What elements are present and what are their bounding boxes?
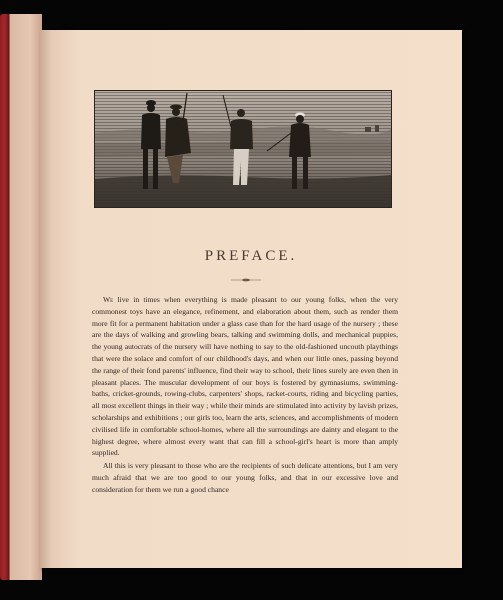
title-ornament (231, 278, 261, 282)
paragraph-text: live in times when everything is made pleasant to our young folks, when the very commonest toys have an elegance, refinement, and elaboration about them, such as render them more fit for a permanent habitation under a glass case than for the hard usage of the nursery ; these are the days of walking and growling bears, talking and swimming dolls, and mechanical puppies, the young autocrats of the nursery will have nothing to say to the old-fashioned uncouth playthings that were the solace and comfort of our childhood's days, and when our little ones, passing beyond the range of their fond parents' influence, find their way to school, their lines surely are even then in pleasant places. The muscular development of our boys is fostered by gymnasiums, swimming-baths, cricket-grounds, rowing-clubs, carpenters' shops, racket-courts, riding and bicycling parties, all most excellent things in their way ; while their minds are stimulated into activity by lavish prizes, scholarships and exhibitions ; our girls too, learn the arts, sciences, and accomplishments of modern civilised life in comfortable school-homes, where all the surroundings are dainty and elegant to the highest degree, where almost every want that can fill a school-girl's heart is more than amply supplied. (92, 295, 398, 458)
paragraph-1 (92, 294, 398, 459)
paragraph-2 (92, 460, 398, 495)
paragraph-lead-word: We (103, 295, 114, 304)
book-cover-edge (0, 14, 42, 580)
engraving-golfers (94, 90, 392, 208)
preface-body (92, 294, 398, 496)
engraving-figures (95, 91, 391, 207)
paragraph-text: All this is very pleasant to those who are the recipients of such delicate attentions, but I am very much afraid that we are too good to our young folks, and that in our excessive love and consideration for them we run a good chance (92, 461, 398, 494)
page-title: PREFACE. (204, 248, 298, 264)
